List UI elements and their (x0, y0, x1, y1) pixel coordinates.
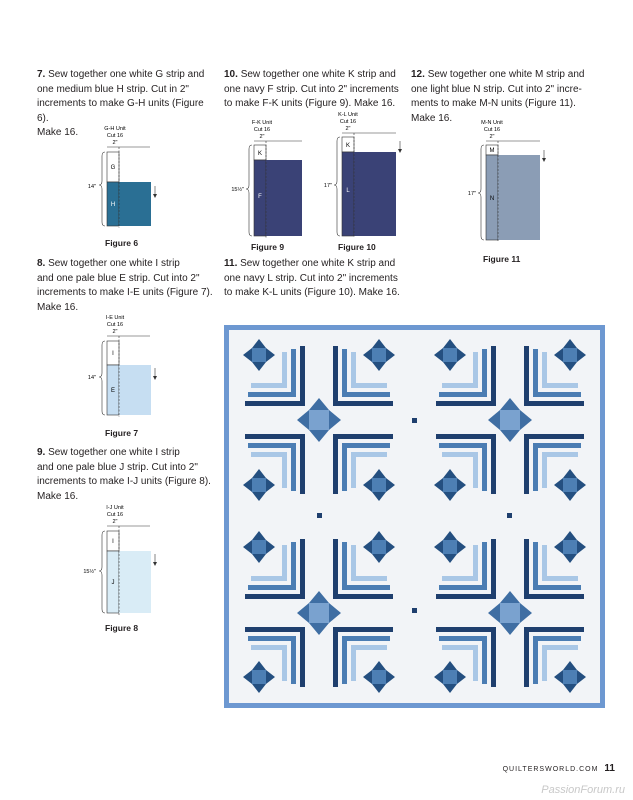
bottom-letter: J (111, 580, 115, 586)
step-line: Sew together one white I strip (48, 447, 180, 458)
step-line: Sew together one white K strip and (240, 69, 396, 80)
bottom-letter: F (258, 194, 262, 200)
step-11 (224, 257, 409, 301)
step-number: 7. (37, 69, 46, 80)
step-line: ments to make M-N units (Figure 11). (411, 98, 576, 109)
step-line: Sew together one white M strip and (427, 69, 585, 80)
step-number: 8. (37, 258, 46, 269)
figure-10-diagram (318, 110, 408, 240)
step-line: to make K-L units (Figure 10). Make 16. (224, 287, 400, 298)
step-line: Make 16. (411, 112, 453, 124)
top-letter: K (257, 151, 263, 157)
top-letter: I (112, 351, 114, 357)
step-line: Sew together one white G strip and (48, 69, 205, 80)
page-number: 11 (604, 763, 615, 774)
step-line: Make 16. (37, 127, 79, 138)
top-letter: M (489, 148, 495, 154)
width-label: 2" (112, 329, 118, 335)
step-number: 12. (411, 69, 425, 80)
figure-10-caption: Figure 10 (338, 242, 376, 252)
step-line: increments to make I-J units (Figure 8). (37, 476, 211, 487)
unit-label: M-N Unit (481, 120, 503, 126)
figure-9-caption: Figure 9 (251, 242, 285, 252)
step-number: 11. (224, 258, 238, 269)
step-line: one navy F strip. Cut into 2" increments (224, 83, 399, 95)
step-number: 10. (224, 69, 238, 80)
width-label: 2" (345, 126, 351, 132)
cut-label: Cut 16 (106, 322, 124, 328)
quilt-strip-pattern (229, 330, 600, 703)
unit-label: G-H Unit (104, 126, 126, 132)
unit-label: I-J Unit (106, 505, 124, 511)
figure-8-caption: Figure 8 (105, 623, 139, 633)
cut-label: Cut 16 (106, 133, 124, 139)
figure-11-caption: Figure 11 (483, 254, 521, 264)
step-line: and one pale blue E strip. Cut into 2" (37, 272, 200, 284)
bottom-letter: E (110, 388, 116, 394)
figure-6-diagram (85, 124, 165, 232)
bottom-letter: H (110, 202, 116, 208)
figure-8-diagram (85, 503, 165, 618)
height-label: 17" (467, 191, 476, 197)
step-line: one navy L strip. Cut into 2" increments (224, 272, 398, 284)
figure-11-diagram (462, 118, 552, 246)
figure-7-caption: Figure 7 (105, 428, 139, 438)
figure-9-diagram (230, 118, 312, 240)
width-label: 2" (112, 519, 118, 525)
strip-set (266, 160, 302, 236)
width-label: 2" (259, 134, 265, 140)
strip-set (119, 182, 151, 226)
step-line: increments to make G-H units (Figure 6). (37, 98, 204, 124)
quilt-photo (224, 325, 605, 708)
height-label: 15½" (231, 187, 244, 193)
top-letter: K (345, 143, 351, 149)
step-9 (37, 446, 217, 504)
watermark: PassionForum.ru (541, 784, 625, 796)
step-line: and one pale blue J strip. Cut into 2" (37, 461, 198, 473)
height-label: 17" (323, 183, 332, 189)
cut-label: Cut 16 (253, 127, 271, 133)
step-line: one medium blue H strip. Cut in 2" (37, 83, 189, 95)
step-line: Make 16. (37, 490, 79, 502)
cut-label: Cut 16 (106, 512, 124, 518)
height-label: 14" (87, 184, 96, 190)
height-label: 15½" (83, 569, 96, 575)
strip-set (119, 551, 151, 613)
top-letter: G (110, 165, 116, 171)
bottom-letter: L (346, 188, 350, 194)
figure-7-diagram (85, 313, 165, 421)
step-8 (37, 257, 217, 315)
height-label: 14" (87, 375, 96, 381)
step-number: 9. (37, 447, 46, 458)
top-letter: I (112, 539, 114, 545)
step-line: Make 16. (37, 301, 79, 313)
width-label: 2" (489, 134, 495, 140)
step-line: one light blue N strip. Cut into 2" incre- (411, 83, 582, 95)
strip-set (498, 155, 540, 240)
step-line: to make F-K units (Figure 9). Make 16. (224, 98, 396, 109)
strip-set (119, 365, 151, 415)
bottom-letter: N (489, 196, 495, 202)
step-line: increments to make I-E units (Figure 7). (37, 287, 213, 298)
step-line: Sew together one white K strip and (240, 258, 396, 269)
unit-label: F-K Unit (251, 120, 273, 126)
page-footer (503, 763, 615, 774)
strip-set (354, 152, 396, 236)
unit-label: K-L Unit (338, 112, 358, 118)
cut-label: Cut 16 (483, 127, 501, 133)
figure-6-caption: Figure 6 (105, 238, 139, 248)
step-line: Sew together one white I strip (48, 258, 180, 269)
navy-strip (342, 152, 354, 236)
unit-label: I-E Unit (105, 315, 125, 321)
width-label: 2" (112, 140, 118, 146)
cut-label: Cut 16 (339, 119, 357, 125)
step-10 (224, 68, 404, 112)
site-link[interactable]: QUILTERSWORLD.COM (502, 766, 599, 773)
